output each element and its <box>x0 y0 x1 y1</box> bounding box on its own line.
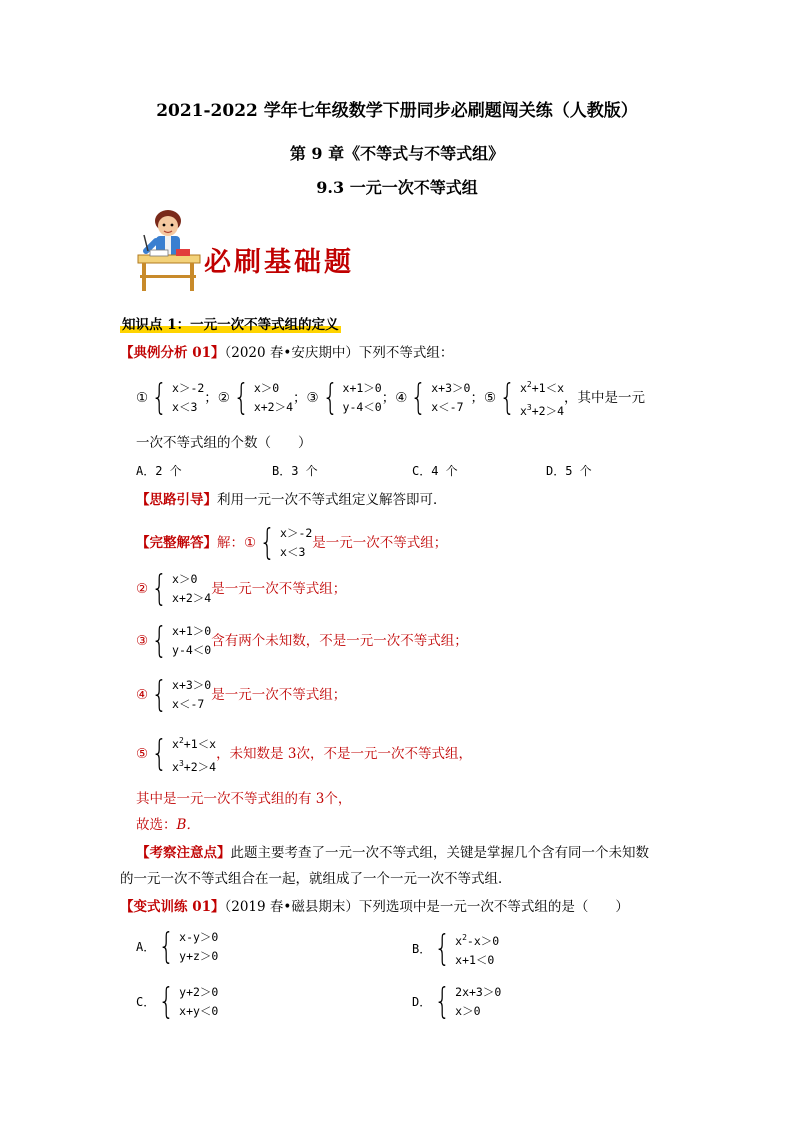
brace-symbol: { <box>151 733 168 774</box>
hint-tag: 【思路引导】 <box>136 492 217 508</box>
answer-system-4-row-2: x＜-7 <box>172 697 205 711</box>
example-tag: 【典例分析 01】 <box>120 345 225 361</box>
example-tail: ，其中是一元 <box>564 390 646 406</box>
brace-symbol: { <box>158 981 175 1022</box>
exercise-option-d-label: D． <box>412 995 432 1009</box>
separator: ； <box>204 390 218 406</box>
chapter-title: 第 9 章《不等式与不等式组》 <box>289 144 505 163</box>
answer-system-2-row-2: x+2＞4 <box>172 591 212 605</box>
example-system-4-row-2: x＜-7 <box>431 400 464 414</box>
answer-system-3 <box>148 622 211 660</box>
separator: ； <box>381 390 396 406</box>
exercise-system-d <box>431 983 501 1021</box>
brace-symbol: { <box>434 928 451 969</box>
answer-system-5 <box>148 731 216 777</box>
example-system-2-row-1: x＞0 <box>253 381 280 395</box>
example-system-4-row-1: x+3＞0 <box>431 381 471 395</box>
banner-heading: 必刷基础题 <box>204 247 354 278</box>
answer-system-4 <box>148 676 211 714</box>
exercise-a-row-1: x-y＞0 <box>179 930 219 944</box>
answer-line-2 <box>136 570 346 608</box>
answer-item-1-num: ① <box>244 535 257 551</box>
exercise-c-row-2: x+y＜0 <box>179 1004 219 1018</box>
exercise-b-row-2: x+1＜0 <box>455 953 495 967</box>
exercise-a-row-2: y+z＞0 <box>179 949 219 963</box>
exercise-intro <box>120 897 629 917</box>
exercise-option-b-label: B． <box>412 942 432 956</box>
option-a: A．2 个 <box>136 464 182 478</box>
exercise-text: （2019 春•磁县期末）下列选项中是一元一次不等式组的是（ ） <box>224 899 629 915</box>
option-d: D．5 个 <box>546 464 592 478</box>
brace-symbol: { <box>151 377 168 418</box>
exercise-option-a <box>136 928 218 966</box>
example-system-4 <box>407 379 470 417</box>
example-item-5-num: ⑤ <box>483 390 497 406</box>
answer-system-1-row-2: x＜3 <box>280 545 306 559</box>
brace-symbol: { <box>322 377 339 418</box>
exercise-system-c <box>155 983 218 1021</box>
example-system-2 <box>230 379 293 417</box>
example-item-2-num: ② <box>217 390 230 406</box>
exercise-c-row-1: y+2＞0 <box>179 985 219 999</box>
answer-item-3-num: ③ <box>136 633 149 649</box>
answer-statement-2: 是一元一次不等式组； <box>211 581 347 597</box>
brace-symbol: { <box>410 377 427 418</box>
brace-symbol: { <box>434 981 451 1022</box>
example-question-cont: 一次不等式组的个数（ ） <box>136 435 312 451</box>
student-studying-icon <box>136 205 206 295</box>
separator: ； <box>293 390 307 406</box>
brace-symbol: { <box>158 926 175 967</box>
exercise-option-c-label: C． <box>136 995 156 1009</box>
answer-choice-line <box>136 815 200 835</box>
answer-system-2-row-1: x＞0 <box>172 572 198 586</box>
example-system-2-row-2: x+2＞4 <box>253 400 294 414</box>
answer-choice-prefix: 故选： <box>136 817 177 833</box>
answer-system-1-row-1: x＞-2 <box>280 526 313 540</box>
answer-statement-1: 是一元一次不等式组； <box>312 535 448 551</box>
brace-symbol: { <box>499 377 516 418</box>
brace-symbol: { <box>151 568 168 609</box>
exercise-d-row-1: 2x+3＞0 <box>455 985 502 999</box>
exercise-option-b <box>412 928 499 970</box>
answer-system-2 <box>148 570 211 608</box>
answer-item-2-num: ② <box>136 581 149 597</box>
example-system-5-row-1: $x^2+1<x$ <box>519 380 565 395</box>
note-line-1 <box>136 843 649 863</box>
answer-system-3-row-2: y-4＜0 <box>172 643 212 657</box>
document-title: 2021-2022 学年七年级数学下册同步必刷题闯关练（人教版） <box>156 101 638 121</box>
answer-lead: 解： <box>217 535 244 551</box>
exercise-b-row-1: $x^2-x>0$ <box>455 933 500 948</box>
note-tag: 【考察注意点】 <box>136 845 231 861</box>
example-system-1 <box>148 379 204 417</box>
example-system-1-row-1: x＞-2 <box>172 381 205 395</box>
example-system-3 <box>319 379 382 417</box>
brace-symbol: { <box>151 674 168 715</box>
knowledge-point-label: 知识点 1：一元一次不等式组的定义 <box>122 317 339 333</box>
example-source: （2020 春•安庆期中）下列不等式组： <box>224 345 454 361</box>
note-line-2: 的一元一次不等式组合在一起，就组成了一个一元一次不等式组． <box>120 871 512 887</box>
example-systems <box>136 375 645 421</box>
answer-line-5 <box>136 731 472 777</box>
answer-line-3 <box>136 622 468 660</box>
brace-symbol: { <box>259 522 276 563</box>
option-c: C．4 个 <box>412 464 458 478</box>
answer-statement-4: 是一元一次不等式组； <box>211 687 347 703</box>
example-item-4-num: ④ <box>395 390 408 406</box>
knowledge-point-heading <box>120 315 341 335</box>
answer-tag: 【完整解答】 <box>136 535 217 551</box>
answer-system-5-row-1: $x^2+1<x$ <box>172 736 217 751</box>
example-system-5 <box>496 375 564 421</box>
answer-system-4-row-1: x+3＞0 <box>172 678 212 692</box>
answer-item-4-num: ④ <box>136 687 149 703</box>
answer-line-1 <box>136 524 447 562</box>
option-b: B．3 个 <box>272 464 318 478</box>
answer-item-5-num: ⑤ <box>136 746 149 762</box>
note-text-1: 此题主要考查了一元一次不等式组，关键是掌握几个含有同一个未知数 <box>230 845 649 861</box>
exercise-system-a <box>155 928 218 966</box>
example-item-1-num: ① <box>136 390 149 406</box>
separator: ； <box>470 390 484 406</box>
exercise-system-b <box>431 928 499 970</box>
brace-symbol: { <box>151 620 168 661</box>
exercise-tag: 【变式训练 01】 <box>120 899 225 915</box>
exercise-option-a-label: A． <box>136 940 156 954</box>
answer-statement-3: 含有两个未知数，不是一元一次不等式组； <box>211 633 468 649</box>
answer-system-3-row-1: x+1＞0 <box>172 624 212 638</box>
hint-line <box>136 490 447 510</box>
answer-statement-5: ，未知数是 3次，不是一元一次不等式组， <box>216 746 472 762</box>
example-system-3-row-1: x+1＞0 <box>342 381 382 395</box>
example-intro <box>120 343 453 363</box>
example-system-3-row-2: y-4＜0 <box>342 400 382 414</box>
exercise-option-d <box>412 983 501 1021</box>
hint-text: 利用一元一次不等式组定义解答即可． <box>217 492 447 508</box>
answer-system-5-row-2: $x^3+2>4$ <box>172 759 217 774</box>
answer-choice: B． <box>176 817 200 833</box>
example-item-3-num: ③ <box>306 390 319 406</box>
answer-count: 其中是一元一次不等式组的有 3个， <box>136 791 352 807</box>
answer-line-4 <box>136 676 346 714</box>
exercise-d-row-2: x＞0 <box>455 1004 481 1018</box>
example-system-5-row-2: $x^3+2>4$ <box>519 403 565 418</box>
exercise-option-c <box>136 983 218 1021</box>
example-system-1-row-2: x＜3 <box>172 400 198 414</box>
section-title: 9.3 一元一次不等式组 <box>316 178 478 197</box>
brace-symbol: { <box>233 377 250 418</box>
answer-system-1 <box>256 524 312 562</box>
